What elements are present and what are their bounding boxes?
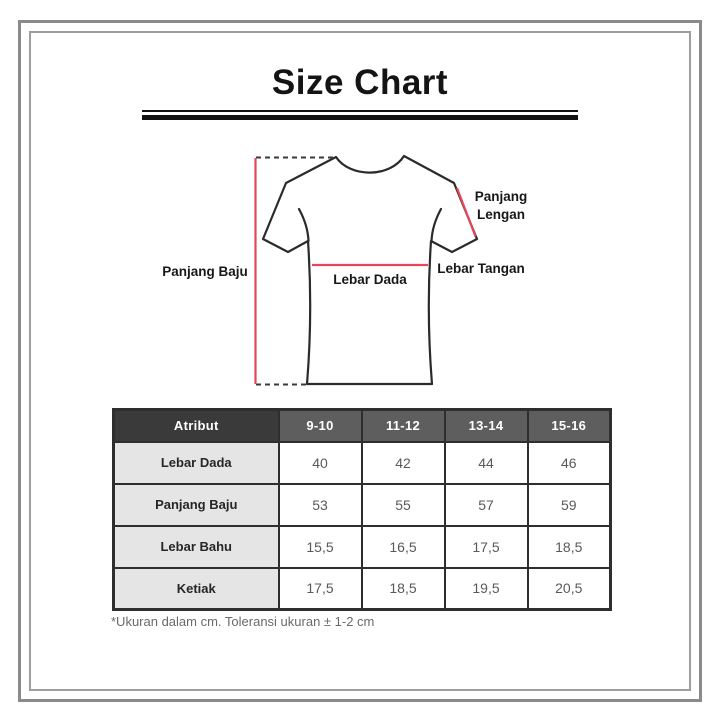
col-header-atribut: Atribut [114,410,279,442]
row-label: Panjang Baju [114,484,279,526]
title-underline-thin [142,110,578,112]
cell-value: 42 [362,442,445,484]
title-underline [142,110,578,120]
cell-value: 18,5 [362,568,445,610]
cell-value: 15,5 [279,526,362,568]
table-row-lebar-bahu [114,526,611,568]
size-footnote: *Ukuran dalam cm. Toleransi ukuran ± 1-2 cm [111,614,375,629]
label-panjang-lengan [454,188,548,224]
cell-value: 59 [528,484,611,526]
cell-value: 19,5 [445,568,528,610]
cell-value: 17,5 [279,568,362,610]
cell-value: 44 [445,442,528,484]
row-label: Lebar Bahu [114,526,279,568]
table-row-panjang-baju [114,484,611,526]
row-label: Lebar Dada [114,442,279,484]
cell-value: 16,5 [362,526,445,568]
row-label: Ketiak [114,568,279,610]
size-table [112,408,612,611]
cell-value: 40 [279,442,362,484]
title-underline-thick [142,115,578,120]
col-header-size-1: 9-10 [279,410,362,442]
table-row-ketiak [114,568,611,610]
label-panjang-lengan-line1: Panjang [474,189,528,204]
col-header-size-3: 13-14 [445,410,528,442]
label-lebar-tangan: Lebar Tangan [437,261,525,276]
table-header-row [114,410,611,442]
col-header-size-4: 15-16 [528,410,611,442]
page-title: Size Chart [271,63,449,102]
cell-value: 53 [279,484,362,526]
cell-value: 17,5 [445,526,528,568]
cell-value: 46 [528,442,611,484]
label-lebar-dada: Lebar Dada [333,272,407,287]
col-header-size-2: 11-12 [362,410,445,442]
label-panjang-lengan-line2: Lengan [476,207,525,223]
cell-value: 55 [362,484,445,526]
cell-value: 18,5 [528,526,611,568]
label-panjang-baju: Panjang Baju [162,264,248,279]
cell-value: 20,5 [528,568,611,610]
table-row-lebar-dada [114,442,611,484]
cell-value: 57 [445,484,528,526]
